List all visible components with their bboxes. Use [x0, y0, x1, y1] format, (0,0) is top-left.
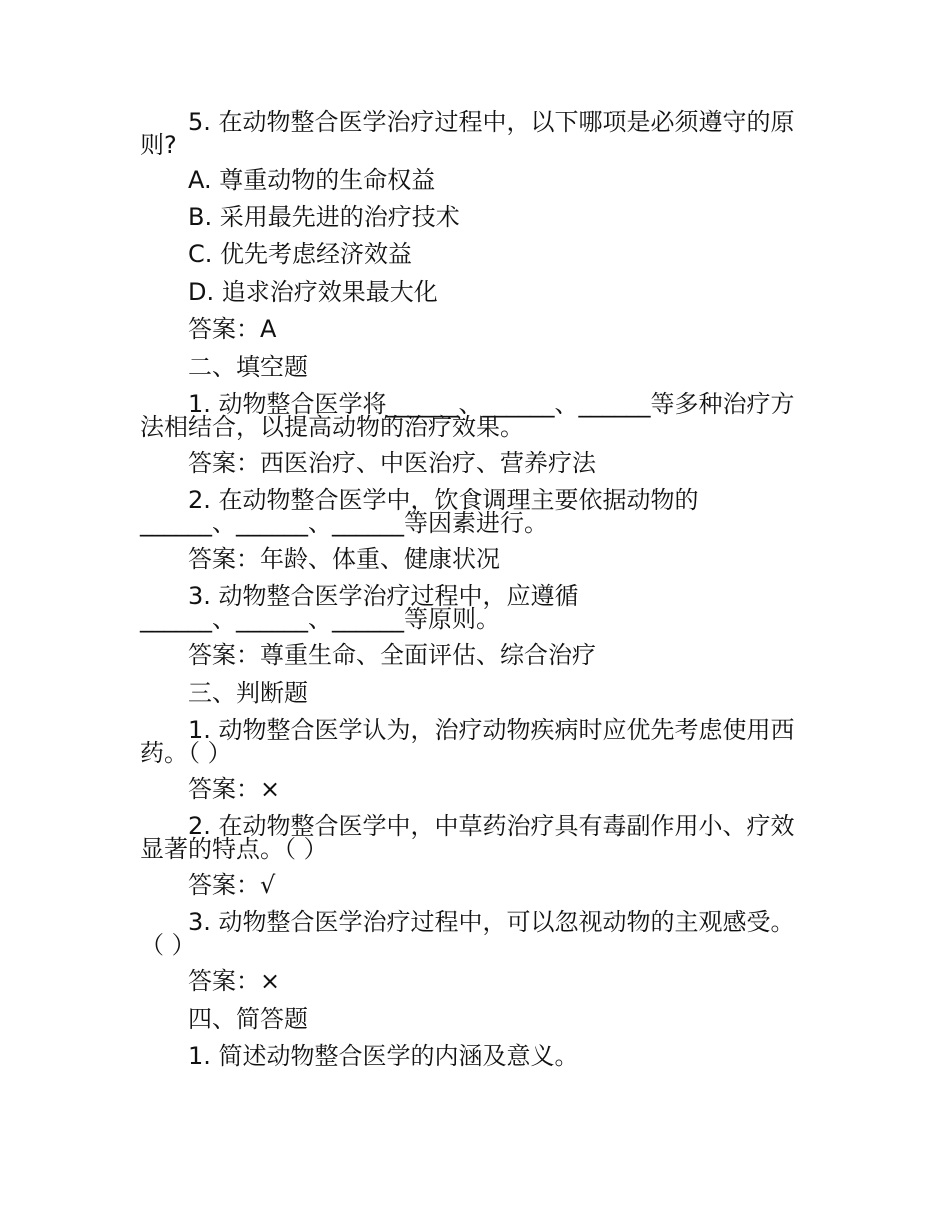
- section-heading-judge: 三、判断题: [188, 679, 308, 707]
- judge-question-3-line2: （ ）: [140, 931, 196, 959]
- fill-question-1-line2: 法相结合，以提高动物的治疗效果。: [140, 413, 524, 441]
- section-heading-fill-blank: 二、填空题: [188, 353, 308, 381]
- fill-question-3-line1: 3. 动物整合医学治疗过程中，应遵循: [188, 582, 579, 610]
- option-c: C. 优先考虑经济效益: [188, 240, 413, 268]
- judge-answer-3: 答案：×: [188, 967, 281, 995]
- judge-answer-1: 答案：×: [188, 775, 281, 803]
- question-5-stem-line2: 则?: [140, 131, 177, 159]
- judge-question-2-line1: 2. 在动物整合医学中，中草药治疗具有毒副作用小、疗效: [188, 812, 795, 840]
- answer-q5: 答案：A: [188, 315, 277, 343]
- judge-answer-2: 答案：√: [188, 871, 276, 899]
- section-heading-short-answer: 四、简答题: [188, 1005, 308, 1033]
- judge-question-1-line2: 药。（ ）: [140, 739, 232, 767]
- judge-question-1-line1: 1. 动物整合医学认为，治疗动物疾病时应优先考虑使用西: [188, 716, 795, 744]
- fill-question-2-line1: 2. 在动物整合医学中，饮食调理主要依据动物的: [188, 486, 699, 514]
- option-d: D. 追求治疗效果最大化: [188, 278, 438, 306]
- question-5-stem-line1: 5. 在动物整合医学治疗过程中，以下哪项是必须遵守的原: [188, 108, 795, 136]
- short-question-1: 1. 简述动物整合医学的内涵及意义。: [188, 1042, 579, 1070]
- option-b: B. 采用最先进的治疗技术: [188, 203, 460, 231]
- judge-question-3-line1: 3. 动物整合医学治疗过程中，可以忽视动物的主观感受。: [188, 908, 795, 936]
- fill-answer-1: 答案：西医治疗、中医治疗、营养疗法: [188, 449, 596, 477]
- fill-question-2-line2: ______、______、______等因素进行。: [140, 509, 548, 537]
- fill-question-3-line2: ______、______、______等原则。: [140, 605, 500, 633]
- judge-question-2-line2: 显著的特点。（ ）: [140, 835, 328, 863]
- fill-question-1-line1: 1. 动物整合医学将______、______、______等多种治疗方: [188, 390, 795, 418]
- fill-answer-2: 答案：年龄、体重、健康状况: [188, 545, 500, 573]
- option-a: A. 尊重动物的生命权益: [188, 166, 436, 194]
- fill-answer-3: 答案：尊重生命、全面评估、综合治疗: [188, 641, 596, 669]
